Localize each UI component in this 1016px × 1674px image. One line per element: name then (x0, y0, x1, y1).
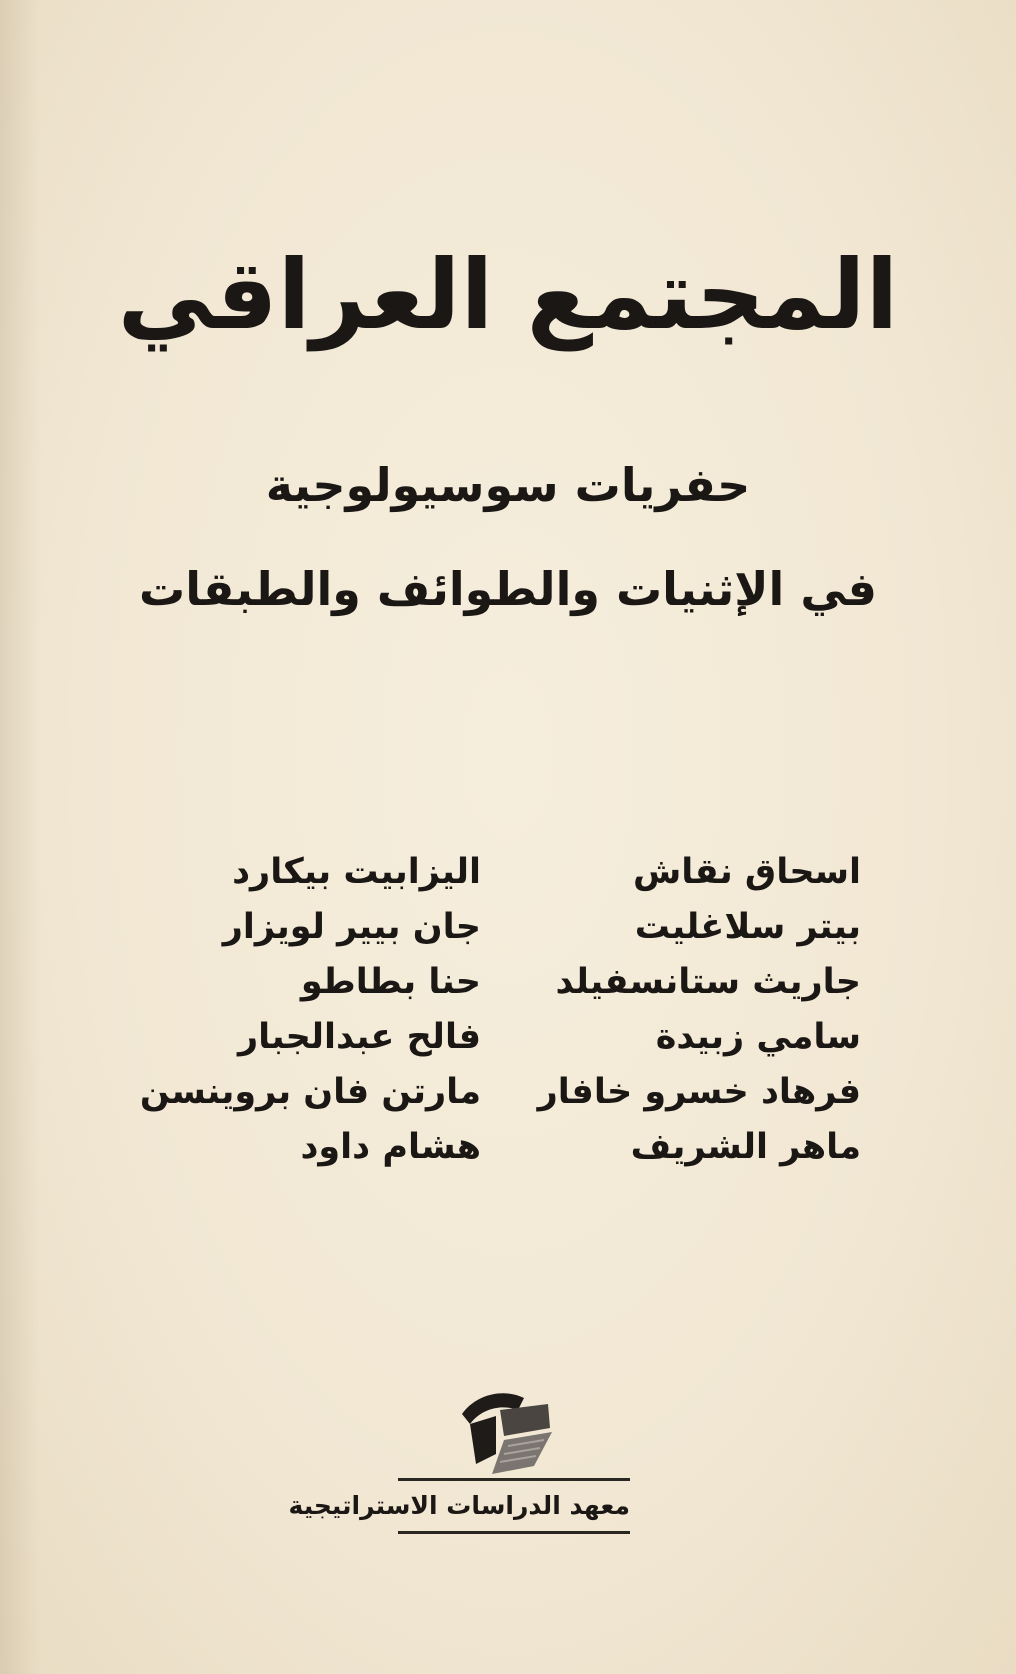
author-name: مارتن فان بروينسن (139, 1072, 481, 1112)
publisher-name: معهد الدراسات الاستراتيجية (288, 1491, 630, 1520)
author-name: سامي زبيدة (655, 1017, 861, 1057)
author-name: فرهاد خسرو خافار (537, 1072, 861, 1112)
author-name: هشام داود (300, 1127, 481, 1167)
book-subtitle-line-1: حفريات سوسيولوجية (265, 458, 751, 512)
author-name: حنا بطاطو (300, 962, 481, 1002)
book-title: المجتمع العراقي (117, 239, 899, 351)
authors-left-column (139, 845, 481, 1175)
publisher-logo-icon (456, 1380, 568, 1480)
authors-right-column (537, 845, 861, 1175)
author-name: اليزابيت بيكارد (232, 852, 481, 892)
book-subtitle-line-2: في الإثنيات والطوائف والطبقات (139, 562, 877, 616)
author-name: اسحاق نقاش (632, 852, 861, 892)
author-name: جان بيير لويزار (222, 907, 481, 947)
author-name: فالح عبدالجبار (238, 1017, 481, 1057)
author-name: جاريث ستانسفيلد (555, 962, 861, 1002)
page-edge-shadow (0, 0, 40, 1674)
author-name: بيتر سلاغليت (634, 907, 861, 947)
author-name: ماهر الشريف (630, 1127, 861, 1167)
